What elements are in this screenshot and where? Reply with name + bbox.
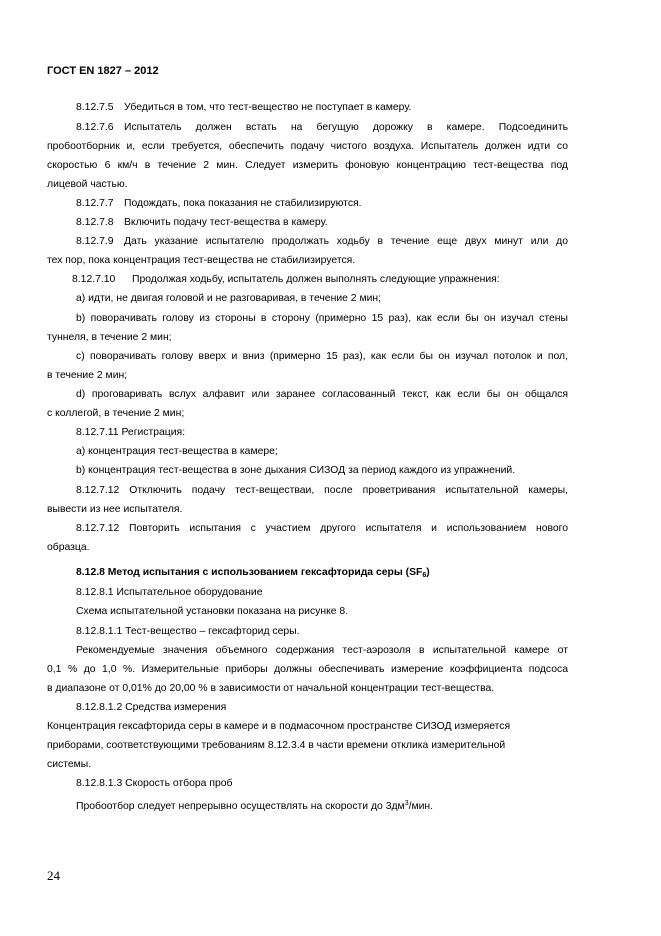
text-line: в диапазоне от 0,01% до 20,00 % в зависимости от начальной концентрации тест-вещества. [47, 683, 495, 694]
clause-text: Включить подачу тест-вещества в камеру. [124, 217, 328, 228]
heading-end: ) [426, 567, 430, 578]
text-line: тех пор, пока концентрация тест-вещества не стабилизируется. [47, 255, 356, 266]
text-line: вывести из нее испытателя. [47, 504, 183, 515]
paragraph-8-12-7-11: 8.12.7.11 Регистрация: [76, 427, 186, 438]
clause-text: Дать указание испытателю продолжать ходьбу в течение еще двух минут или до [124, 236, 568, 247]
clause-text: Продолжая ходьбу, испытатель должен выполнять следующие упражнения: [132, 274, 500, 285]
list-item-a: a) идти, не двигая головой и не разговаривая, в течение 2 мин; [76, 293, 382, 304]
section-heading-8-12-8 [76, 566, 568, 583]
list-item-c: c) поворачивать голову вверх и вниз (примерно 15 раз), как если бы он изучал потолок и пол, [76, 351, 568, 362]
text-line: в течение 2 мин; [47, 370, 128, 381]
paragraph-8-12-7-12-repeat: 8.12.7.12 Повторить испытания с участием другого испытателя и использованием нового [76, 523, 568, 534]
text-line: приборами, соответствующими требованиям 8.12.3.4 в части времени отклика измерительной [47, 740, 506, 751]
paragraph-8-12-8-1-3: 8.12.8.1.3 Скорость отбора проб [76, 778, 233, 789]
clause-text: Испытатель должен встать на бегущую дорожку в камере. Подсоединить [124, 122, 568, 133]
list-item-b: b) концентрация тест-вещества в зоне дыхания СИЗОД за период каждого из упражнений. [76, 465, 516, 476]
text-line [76, 797, 568, 814]
clause-text: Подождать, пока показания не стабилизируются. [124, 198, 362, 209]
page-number: 24 [47, 868, 60, 883]
list-item-d: d) проговаривать вслух алфавит или заранее согласованный текст, как если бы он общался [76, 389, 568, 400]
paragraph-8-12-7-12: 8.12.7.12 Отключить подачу тест-веществаи, после проветривания испытательной камеры, [76, 485, 568, 496]
text-line: образца. [47, 542, 90, 553]
text-line: с коллегой, в течение 2 мин; [47, 408, 185, 419]
clause-number: 8.12.7.8 [76, 217, 114, 228]
line-end: /мин. [408, 801, 434, 812]
clause-number: 8.12.7.9 [76, 236, 114, 247]
paragraph-8-12-7-10 [72, 273, 593, 287]
paragraph-8-12-7-7 [76, 197, 568, 211]
clause-number: 8.12.7.6 [76, 122, 114, 133]
text-line: Концентрация гексафторида серы в камере и в подмасочном пространстве СИЗОД измеряется [47, 721, 511, 732]
paragraph-8-12-7-8 [76, 216, 568, 230]
heading-text: 8.12.8 Метод испытания с использованием гексафторида серы (SF [76, 567, 423, 578]
clause-number: 8.12.7.5 [76, 102, 114, 113]
clause-text: Убедиться в том, что тест-вещество не поступает в камеру. [124, 102, 412, 113]
paragraph-8-12-7-5 [76, 101, 568, 115]
subscript: 6 [422, 572, 427, 579]
text-line: пробоотборник и, если требуется, обеспечить подачу чистого воздуха. Испытатель должен идти со [47, 141, 568, 152]
list-item-b: b) поворачивать голову из стороны в сторону (примерно 15 раз), как если бы он изучал стены [76, 313, 568, 324]
paragraph-8-12-8-1-1: 8.12.8.1.1 Тест-вещество – гексафторид серы. [76, 626, 300, 637]
paragraph-8-12-7-9 [76, 235, 568, 249]
text-line: лицевой частью. [47, 179, 128, 190]
paragraph-8-12-7-6 [76, 121, 568, 135]
superscript: 3 [404, 800, 409, 807]
text-line: скоростью 6 км/ч в течение 2 мин. Следует измерить фоновую концентрацию тест-вещества под [47, 160, 568, 171]
line-text: Пробоотбор следует непрерывно осуществлять на скорости до 3дм [76, 801, 405, 812]
text-line: системы. [47, 759, 92, 770]
clause-number: 8.12.7.10 [72, 274, 116, 285]
paragraph-8-12-8-1-2: 8.12.8.1.2 Средства измерения [76, 702, 227, 713]
text-line: Схема испытательной установки показана на рисунке 8. [76, 606, 349, 617]
text-line: туннеля, в течение 2 мин; [47, 332, 172, 343]
text-line: 0,1 % до 1,0 %. Измерительные приборы должны обеспечивать измерение коэффициента подсоса [47, 664, 568, 675]
text-line: Рекомендуемые значения объемного содержания тест-аэрозоля в испытательной камере от [76, 645, 568, 656]
clause-number: 8.12.7.7 [76, 198, 114, 209]
document-header: ГОСТ EN 1827 – 2012 [47, 65, 159, 77]
paragraph-8-12-8-1: 8.12.8.1 Испытательное оборудование [76, 587, 263, 598]
list-item-a: a) концентрация тест-вещества в камере; [76, 446, 278, 457]
